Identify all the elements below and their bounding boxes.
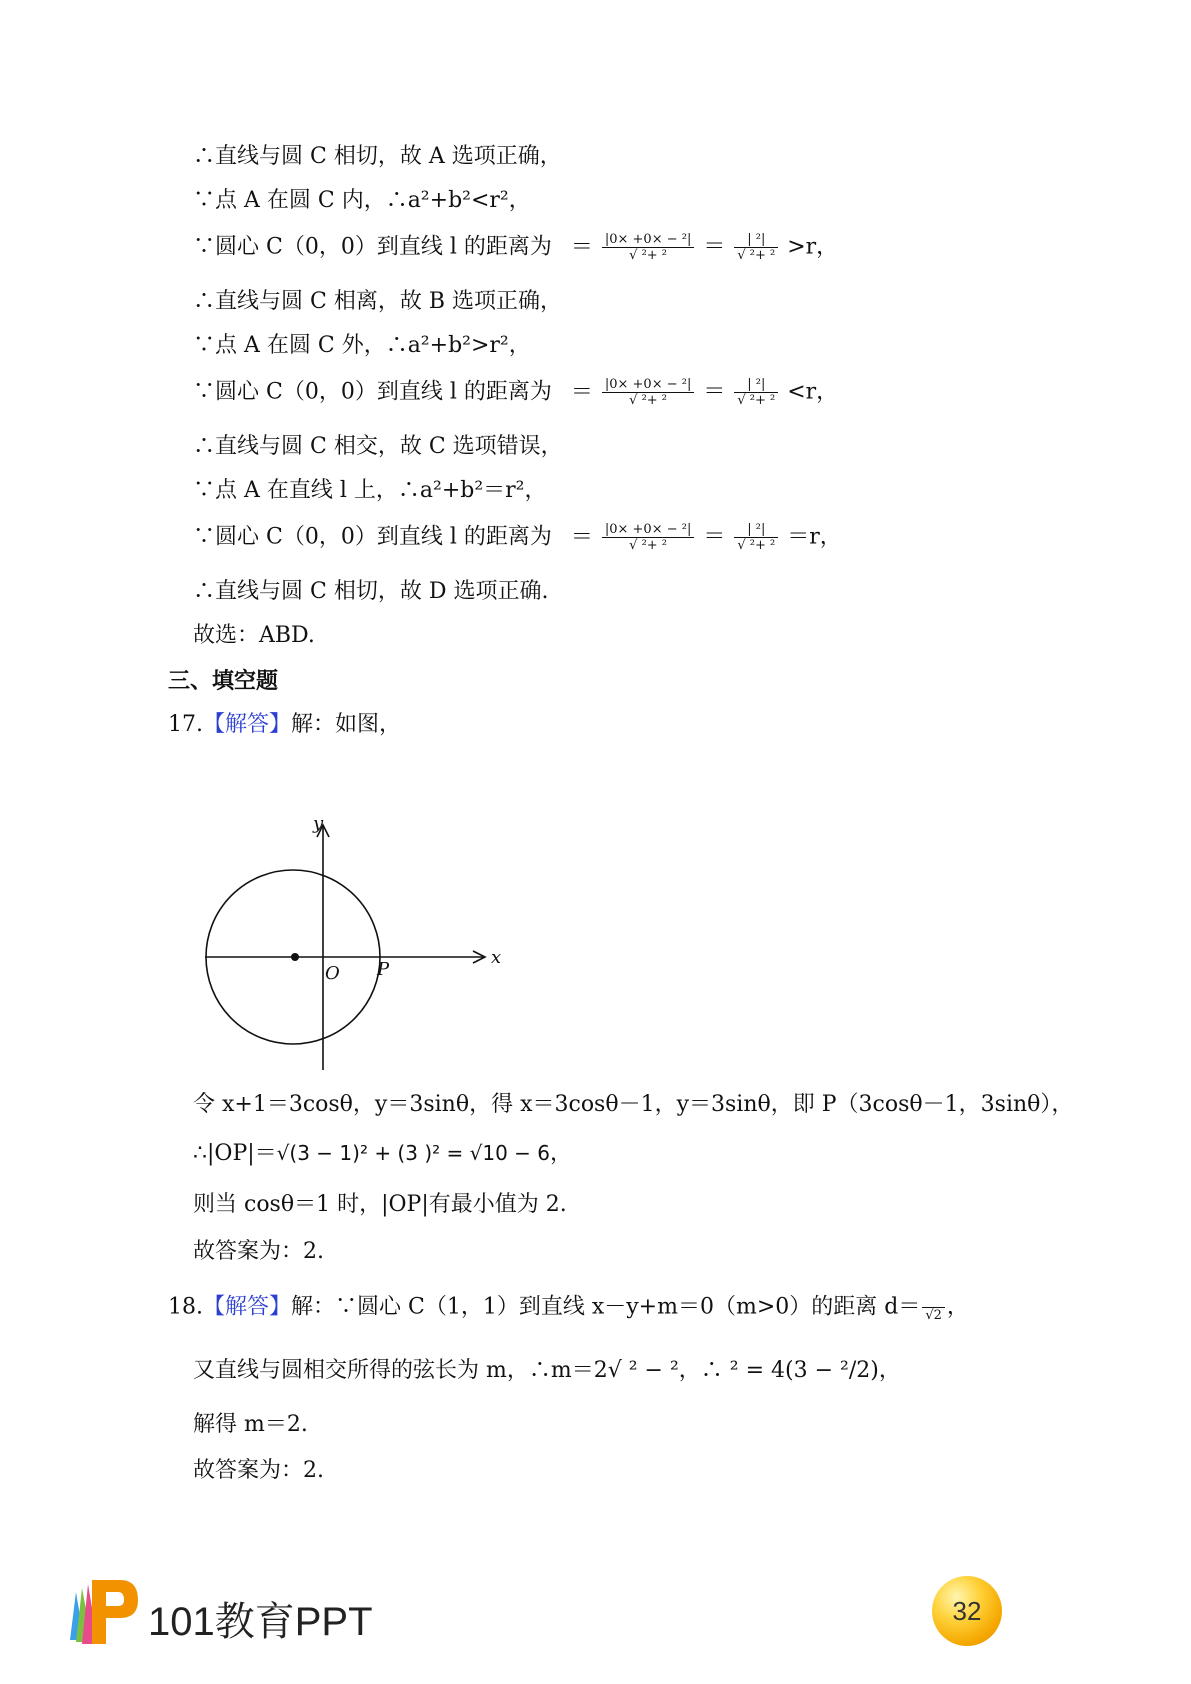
answer-tag: 【解答】 [203,1294,292,1320]
fraction: $\frac{\text{|0× +0× − ²|}}{\text{√ ²+ ²}}$ [602,522,694,553]
equals: ＝ [570,234,593,260]
op-formula: √(3 − 1)² + (3 )² = √10 − 6 [276,1141,551,1165]
distance-prefix: ∵圆心 C（0，0）到直线 l 的距离为 [193,524,552,550]
text-line: 解得 m＝2. [193,1412,308,1437]
text-line: ∴直线与圆 C 相切，故 A 选项正确， [193,144,562,169]
fraction: $\frac{\text{|0× +0× − ²|}}{\text{√ ²+ ²}}$ [602,377,694,408]
page-number: 32 [932,1576,1002,1646]
text-line: 又直线与圆相交所得的弦长为 m，∴m＝2√ ² − ²，∴ ² = 4(3 − ²/2)， [193,1358,901,1383]
center-point [291,953,299,961]
distance-prefix: ∵圆心 C（0，0）到直线 l 的距离为 [193,234,552,260]
distance-line [193,232,838,263]
section-title: 三、填空题 [168,668,279,694]
x-label: x [491,947,502,968]
equals: ＝ [703,524,726,550]
brand-name: 101教育PPT [148,1600,373,1644]
q17-header [168,710,401,740]
text-line: ∵点 A 在圆 C 外，∴a²+b²>r²， [193,333,531,358]
answer-line: 故选：ABD. [193,623,315,648]
circle-diagram [205,815,525,1075]
brand-logo-icon [62,1570,142,1650]
text-line: ∵点 A 在直线 l 上，∴a²+b²＝r²， [193,478,547,503]
text-line: ∵点 A 在圆 C 内，∴a²+b²<r²， [193,188,531,213]
question-number: 17. [168,712,203,737]
text-line: ∴直线与圆 C 相交，故 C 选项错误， [193,434,563,459]
answer-tag: 【解答】 [203,712,292,737]
op-line [193,1138,572,1169]
equals: ＝ [703,234,726,260]
distance-line [193,522,842,553]
fraction: √2 [922,1292,945,1323]
fraction: $\frac{\text{|0× +0× − ²|}}{\text{√ ²+ ²}}$ [602,232,694,263]
fraction: $\frac{\text{| ²|}}{\text{√ ²+ ²}}$ [734,522,778,553]
fraction: $\frac{\text{| ²|}}{\text{√ ²+ ²}}$ [734,377,778,408]
text-line: 则当 cosθ＝1 时，|OP|有最小值为 2. [193,1192,567,1217]
q18-suffix: ， [946,1294,969,1320]
question-number: 18. [168,1294,203,1320]
fraction: $\frac{\text{| ²|}}{\text{√ ²+ ²}}$ [734,232,778,263]
equals: ＝ [570,379,593,405]
text-line: ∴直线与圆 C 相离，故 B 选项正确， [193,289,562,314]
comparison: >r， [787,234,839,260]
answer-line: 故答案为：2. [193,1458,324,1483]
q17-intro: 解：如图， [291,712,402,737]
text-line: ∴直线与圆 C 相切，故 D 选项正确. [193,579,549,604]
op-suffix: ， [550,1141,573,1166]
text-line: 令 x+1＝3cosθ，y＝3sinθ，得 x＝3cosθ－1，y＝3sinθ，即 P（3cosθ－1，3sinθ）， [193,1092,1074,1117]
answer-line: 故答案为：2. [193,1239,324,1264]
q18-text: 解：∵圆心 C（1，1）到直线 x－y+m＝0（m>0）的距离 d＝ [291,1294,921,1320]
distance-line [193,377,838,408]
equals: ＝ [570,524,593,550]
equals: ＝ [703,379,726,405]
op-prefix: ∴|OP|＝ [193,1141,277,1166]
point-p-label: P [377,959,390,980]
y-label: y [313,815,324,834]
distance-prefix: ∵圆心 C（0，0）到直线 l 的距离为 [193,379,552,405]
origin-label: O [325,963,340,984]
comparison: ＝r， [787,524,842,550]
q18-line [168,1292,969,1323]
comparison: <r， [787,379,839,405]
